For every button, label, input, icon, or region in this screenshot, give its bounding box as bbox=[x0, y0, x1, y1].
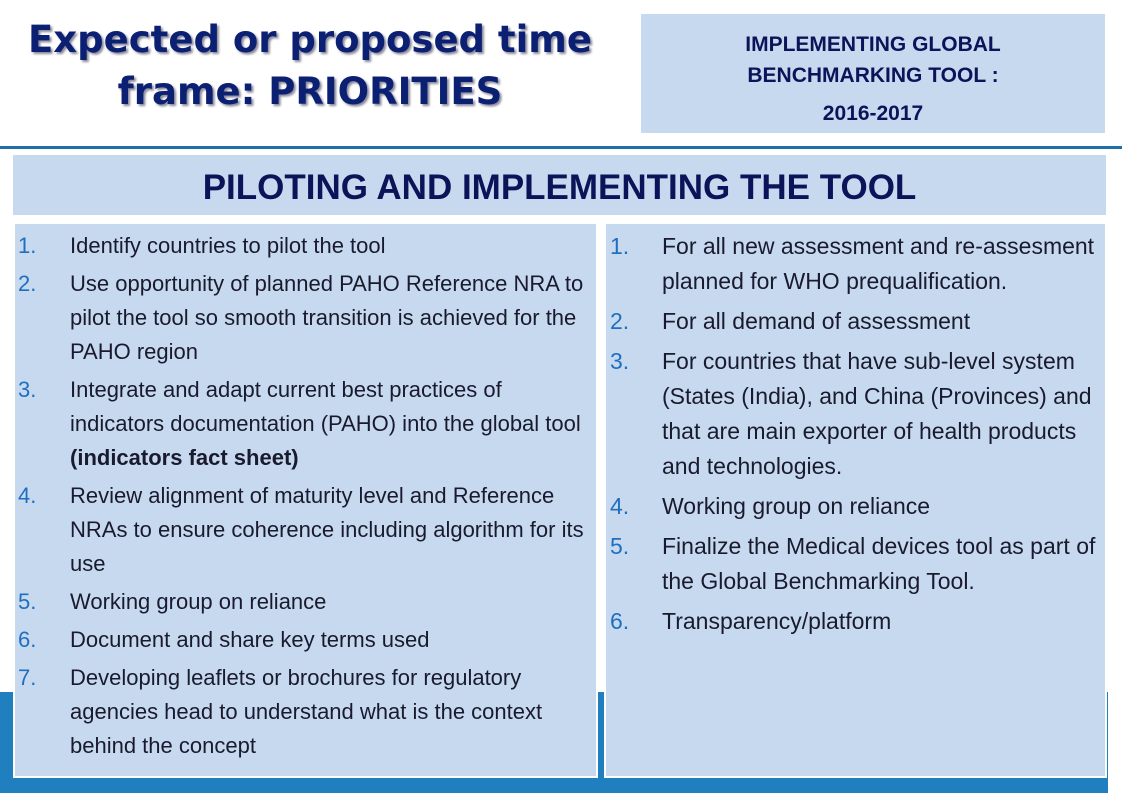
list-item-text: Review alignment of maturity level and Reference NRAs to ensure coherence including algorithm for its use bbox=[70, 483, 584, 576]
left-panel bbox=[13, 222, 598, 778]
list-item bbox=[18, 373, 592, 475]
list-item-number: 3. bbox=[610, 348, 630, 374]
implementation-box-line-1: IMPLEMENTING GLOBAL bbox=[745, 33, 1001, 56]
list-item-text: Identify countries to pilot the tool bbox=[70, 233, 386, 258]
list-item-number: 1. bbox=[610, 233, 630, 259]
list-item-text: Working group on reliance bbox=[662, 493, 931, 519]
list-item bbox=[18, 661, 592, 763]
list-item-number: 4. bbox=[18, 483, 37, 508]
list-item-number: 4. bbox=[610, 493, 630, 519]
list-item-bold-text: (indicators fact sheet) bbox=[70, 445, 299, 470]
list-item-text: Use opportunity of planned PAHO Reference NRA to pilot the tool so smooth transition is achieved for the PAHO region bbox=[70, 271, 584, 364]
list-item-text: Developing leaflets or brochures for regulatory agencies head to understand what is the context behind the concept bbox=[70, 665, 543, 758]
right-list bbox=[606, 224, 1105, 639]
list-item bbox=[610, 604, 1099, 639]
list-item-number: 5. bbox=[610, 533, 630, 559]
list-item-number: 1. bbox=[18, 233, 37, 258]
list-item-text: Finalize the Medical devices tool as part of the Global Benchmarking Tool. bbox=[662, 533, 1096, 594]
list-item-number: 5. bbox=[18, 589, 37, 614]
list-item bbox=[610, 489, 1099, 524]
list-item-text: Working group on reliance bbox=[70, 589, 327, 614]
list-item bbox=[610, 229, 1099, 299]
list-item bbox=[610, 529, 1099, 599]
section-banner: PILOTING AND IMPLEMENTING THE TOOL bbox=[13, 155, 1106, 215]
list-item-number: 2. bbox=[18, 271, 37, 296]
slide-title-line-2: frame: PRIORITIES bbox=[117, 70, 503, 113]
list-item bbox=[18, 479, 592, 581]
implementation-box-line-2: BENCHMARKING TOOL : bbox=[747, 64, 999, 87]
left-list bbox=[15, 224, 596, 763]
right-panel bbox=[604, 222, 1107, 778]
list-item-text-wrap bbox=[70, 373, 592, 475]
implementation-box bbox=[641, 14, 1105, 133]
list-item-number: 6. bbox=[610, 608, 630, 634]
slide-title-line-1: Expected or proposed time bbox=[28, 18, 592, 61]
list-item bbox=[610, 304, 1099, 339]
list-item-number: 6. bbox=[18, 627, 37, 652]
list-item bbox=[18, 229, 592, 263]
list-item bbox=[18, 623, 592, 657]
list-item-text: For all new assessment and re-assesment planned for WHO prequalification. bbox=[662, 233, 1095, 294]
implementation-box-years: 2016-2017 bbox=[822, 102, 924, 125]
slide-title bbox=[0, 14, 620, 118]
list-item-number: 7. bbox=[18, 665, 37, 690]
list-item-number: 2. bbox=[610, 308, 630, 334]
list-item bbox=[610, 344, 1099, 484]
list-item-text: For countries that have sub-level system (States (India), and China (Provinces) and that are main exporter of health products and technologies. bbox=[662, 348, 1092, 479]
list-item-text: For all demand of assessment bbox=[662, 308, 971, 334]
list-item-text: Integrate and adapt current best practices of indicators documentation (PAHO) into the global tool bbox=[70, 377, 581, 436]
header-divider bbox=[0, 146, 1122, 149]
side-strip bbox=[1108, 149, 1122, 793]
list-item-text: Document and share key terms used bbox=[70, 627, 430, 652]
list-item bbox=[18, 267, 592, 369]
list-item-number: 3. bbox=[18, 377, 37, 402]
list-item-text: Transparency/platform bbox=[662, 608, 892, 634]
list-item bbox=[18, 585, 592, 619]
